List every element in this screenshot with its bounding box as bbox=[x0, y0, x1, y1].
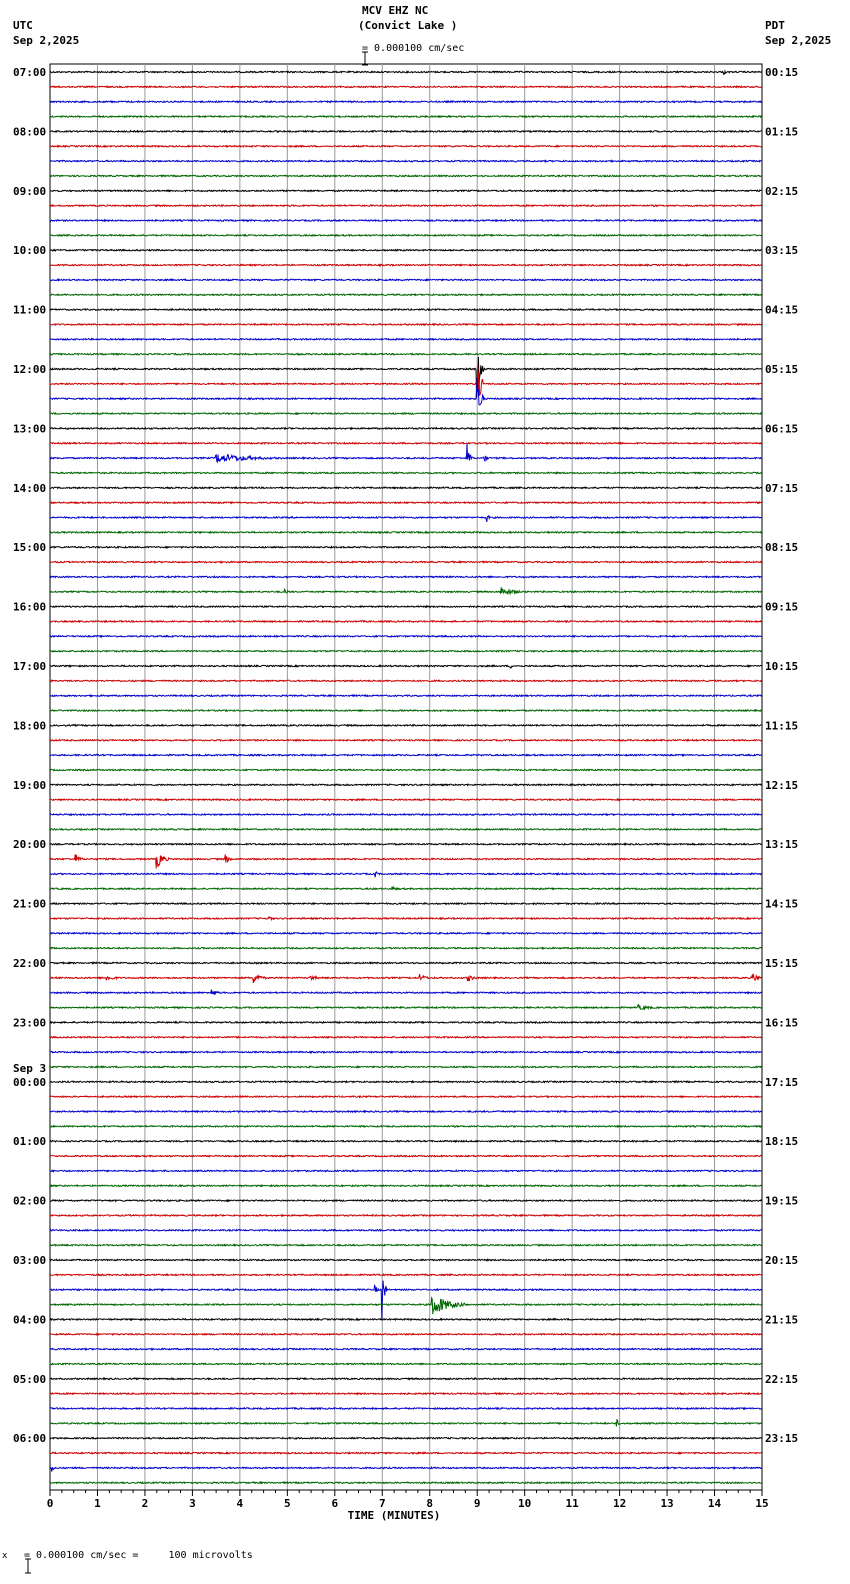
seismic-trace-row bbox=[50, 532, 762, 533]
x-tick-label: 8 bbox=[426, 1497, 434, 1510]
seismic-trace-row bbox=[50, 844, 762, 845]
utc-hour-label: 05:00 bbox=[13, 1372, 47, 1386]
seismic-trace-row bbox=[50, 1200, 762, 1201]
pdt-hour-label: 22:15 bbox=[765, 1372, 799, 1386]
seismic-trace-row bbox=[50, 428, 762, 429]
utc-hour-label: 13:00 bbox=[13, 422, 47, 436]
seismic-trace-row bbox=[50, 710, 762, 711]
pdt-hour-label: 03:15 bbox=[765, 244, 799, 258]
seismic-trace-row bbox=[50, 1482, 762, 1483]
seismic-trace-row bbox=[50, 502, 762, 503]
utc-hour-label: 12:00 bbox=[13, 363, 47, 376]
seismic-trace-row bbox=[50, 1066, 762, 1067]
seismic-trace-row bbox=[50, 309, 762, 310]
seismic-trace-row bbox=[50, 357, 762, 398]
seismic-trace-row bbox=[50, 933, 762, 934]
x-tick-label: 0 bbox=[46, 1497, 54, 1510]
seismic-trace-row bbox=[50, 695, 762, 696]
utc-hour-label: 14:00 bbox=[13, 481, 47, 495]
seismic-trace-row bbox=[50, 854, 762, 868]
pdt-hour-label: 16:15 bbox=[765, 1016, 799, 1030]
x-tick-label: 5 bbox=[284, 1497, 291, 1510]
utc-hour-label: 16:00 bbox=[13, 600, 47, 614]
seismic-trace-row bbox=[50, 487, 762, 488]
utc-hour-label: 21:00 bbox=[13, 897, 47, 911]
seismic-trace-row bbox=[50, 175, 762, 176]
seismic-trace-row bbox=[50, 71, 762, 74]
seismic-trace-row bbox=[50, 887, 762, 890]
x-tick-label: 1 bbox=[94, 1497, 101, 1510]
seismic-trace-row bbox=[50, 205, 762, 206]
pdt-hour-label: 23:15 bbox=[765, 1432, 799, 1446]
seismic-trace-row bbox=[50, 1037, 762, 1038]
seismic-trace-row bbox=[50, 1185, 762, 1186]
pdt-hour-label: 02:15 bbox=[765, 184, 799, 198]
seismic-trace-row bbox=[50, 1051, 762, 1052]
utc-hour-label: 07:00 bbox=[13, 66, 47, 79]
pdt-hour-label: 10:15 bbox=[765, 660, 799, 673]
seismic-trace-row bbox=[50, 1348, 762, 1349]
seismic-trace-row bbox=[50, 116, 762, 117]
seismic-trace-row bbox=[50, 1438, 762, 1439]
seismic-trace-row bbox=[50, 516, 762, 522]
seismic-trace-row bbox=[50, 1005, 762, 1010]
seismic-trace-row bbox=[50, 1393, 762, 1394]
right-timezone: PDT bbox=[765, 19, 785, 32]
seismic-trace-row bbox=[50, 444, 762, 462]
seismic-trace-row bbox=[50, 974, 762, 983]
seismic-trace-row bbox=[50, 754, 762, 755]
pdt-hour-label: 08:15 bbox=[765, 541, 799, 555]
seismic-trace-row bbox=[50, 799, 762, 800]
x-tick-label: 12 bbox=[612, 1497, 627, 1510]
footer-prefix: x bbox=[2, 1551, 8, 1561]
seismic-trace-row bbox=[50, 587, 762, 594]
utc-hour-label: 19:00 bbox=[13, 778, 47, 792]
x-tick-label: 15 bbox=[755, 1497, 769, 1510]
pdt-hour-label: 04:15 bbox=[765, 303, 799, 317]
seismic-trace-row bbox=[50, 190, 762, 191]
pdt-hour-label: 00:15 bbox=[765, 66, 799, 79]
seismic-trace-row bbox=[50, 86, 762, 87]
utc-hour-label: 09:00 bbox=[13, 184, 47, 198]
seismic-trace-row bbox=[50, 1126, 762, 1127]
pdt-hour-label: 11:15 bbox=[765, 719, 799, 733]
seismic-trace-row bbox=[50, 1452, 762, 1453]
scale-text: = 0.000100 cm/sec bbox=[362, 43, 465, 54]
plot-frame bbox=[50, 64, 762, 1490]
pdt-hour-label: 15:15 bbox=[765, 957, 799, 970]
x-tick-label: 10 bbox=[518, 1497, 532, 1510]
utc-hour-label: 18:00 bbox=[13, 719, 47, 733]
seismic-trace-row bbox=[50, 1245, 762, 1246]
seismic-trace-row bbox=[50, 814, 762, 815]
seismic-trace-row bbox=[50, 220, 762, 221]
utc-hour-label: 20:00 bbox=[13, 838, 47, 852]
seismic-trace-row bbox=[50, 101, 762, 102]
seismic-trace-row bbox=[50, 279, 762, 280]
seismic-trace-row bbox=[50, 1378, 762, 1379]
utc-hour-label: 03:00 bbox=[13, 1254, 47, 1267]
seismic-trace-row bbox=[50, 1096, 762, 1097]
seismic-trace-row bbox=[50, 472, 762, 473]
seismic-trace-row bbox=[50, 160, 762, 161]
x-tick-label: 7 bbox=[378, 1497, 386, 1510]
pdt-hour-label: 18:15 bbox=[765, 1135, 799, 1149]
utc-hour-label: 15:00 bbox=[13, 541, 47, 555]
seismic-trace-row bbox=[50, 413, 762, 414]
x-axis-title: TIME (MINUTES) bbox=[347, 1509, 441, 1522]
x-tick-label: 11 bbox=[565, 1497, 579, 1510]
pdt-hour-label: 06:15 bbox=[765, 422, 799, 436]
seismic-trace-row bbox=[50, 740, 762, 741]
seismic-trace-row bbox=[50, 576, 762, 577]
seismic-trace-row bbox=[50, 378, 762, 405]
seismic-trace-row bbox=[50, 948, 762, 949]
seismic-trace-row bbox=[50, 339, 762, 340]
seismic-trace-row bbox=[50, 1281, 762, 1320]
pdt-hour-label: 07:15 bbox=[765, 481, 799, 495]
seismic-trace-row bbox=[50, 1022, 762, 1023]
utc-hour-label: 04:00 bbox=[13, 1313, 47, 1327]
utc-hour-label: 02:00 bbox=[13, 1194, 47, 1208]
utc-hour-label: 08:00 bbox=[13, 125, 47, 139]
pdt-hour-label: 19:15 bbox=[765, 1194, 799, 1208]
seismic-trace-row bbox=[50, 1170, 762, 1171]
seismic-trace-row bbox=[50, 235, 762, 236]
seismic-trace-row bbox=[50, 1141, 762, 1142]
seismic-trace-row bbox=[50, 294, 762, 295]
seismic-trace-row bbox=[50, 1467, 762, 1471]
seismic-trace-row bbox=[50, 829, 762, 830]
seismic-trace-row bbox=[50, 1111, 762, 1112]
seismic-trace-row bbox=[50, 1334, 762, 1335]
seismic-trace-row bbox=[50, 1215, 762, 1216]
seismic-trace-row bbox=[50, 354, 762, 355]
seismic-trace-row bbox=[50, 665, 762, 668]
seismic-trace-row bbox=[50, 366, 762, 396]
seismic-trace-row bbox=[50, 146, 762, 147]
x-tick-label: 3 bbox=[189, 1497, 196, 1510]
utc-hour-label: 06:00 bbox=[13, 1432, 47, 1446]
seismic-trace-row bbox=[50, 606, 762, 607]
pdt-hour-label: 20:15 bbox=[765, 1254, 799, 1267]
seismic-trace-row bbox=[50, 324, 762, 325]
utc-hour-label: 00:00 bbox=[13, 1075, 47, 1089]
seismic-trace-row bbox=[50, 962, 762, 963]
station-title: MCV EHZ NC bbox=[362, 4, 429, 17]
utc-hour-label: 22:00 bbox=[13, 957, 47, 970]
seismic-trace-row bbox=[50, 636, 762, 637]
x-tick-label: 14 bbox=[707, 1497, 722, 1510]
x-tick-label: 13 bbox=[660, 1497, 674, 1510]
pdt-hour-label: 13:15 bbox=[765, 838, 799, 852]
seismic-trace-row bbox=[50, 1363, 762, 1364]
seismic-trace-row bbox=[50, 1274, 762, 1275]
seismic-trace-row bbox=[50, 1420, 762, 1427]
seismic-trace-row bbox=[50, 621, 762, 622]
x-tick-label: 4 bbox=[236, 1497, 244, 1510]
pdt-hour-label: 21:15 bbox=[765, 1313, 799, 1327]
seismic-trace-row bbox=[50, 443, 762, 444]
seismic-trace-row bbox=[50, 651, 762, 652]
seismic-trace-row bbox=[50, 1259, 762, 1260]
seismic-trace-row bbox=[50, 784, 762, 785]
date-change-label: Sep 3 bbox=[13, 1061, 47, 1075]
pdt-hour-label: 14:15 bbox=[765, 897, 799, 911]
seismic-trace-row bbox=[50, 547, 762, 548]
utc-hour-label: 01:00 bbox=[13, 1135, 47, 1149]
location-title: (Convict Lake ) bbox=[358, 19, 458, 32]
seismic-trace-row bbox=[50, 769, 762, 770]
seismic-trace-row bbox=[50, 561, 762, 562]
pdt-hour-label: 09:15 bbox=[765, 600, 799, 614]
left-timezone: UTC bbox=[13, 19, 33, 32]
utc-hour-label: 10:00 bbox=[13, 244, 47, 258]
x-tick-label: 6 bbox=[331, 1497, 339, 1510]
utc-hour-label: 17:00 bbox=[13, 660, 47, 673]
seismic-trace-row bbox=[50, 131, 762, 132]
seismic-trace-row bbox=[50, 1319, 762, 1320]
seismic-trace-row bbox=[50, 1408, 762, 1409]
seismic-trace-row bbox=[50, 903, 762, 904]
right-date: Sep 2,2025 bbox=[765, 34, 832, 47]
x-tick-label: 9 bbox=[473, 1497, 481, 1510]
pdt-hour-label: 05:15 bbox=[765, 363, 799, 376]
pdt-hour-label: 01:15 bbox=[765, 125, 799, 139]
seismic-trace-row bbox=[50, 1155, 762, 1156]
footer-scale-icon bbox=[11, 1545, 19, 1561]
footer-scale-text: = 0.000100 cm/sec = 100 microvolts bbox=[24, 1550, 253, 1561]
pdt-hour-label: 12:15 bbox=[765, 778, 799, 792]
utc-hour-label: 11:00 bbox=[13, 303, 47, 317]
seismic-trace-row bbox=[50, 264, 762, 265]
seismic-trace-row bbox=[50, 1298, 762, 1314]
left-date: Sep 2,2025 bbox=[13, 34, 80, 47]
utc-hour-label: 23:00 bbox=[13, 1016, 47, 1030]
seismic-trace-row bbox=[50, 917, 762, 920]
seismic-trace-row bbox=[50, 1081, 762, 1082]
seismic-trace-row bbox=[50, 725, 762, 726]
pdt-hour-label: 17:15 bbox=[765, 1075, 799, 1089]
seismic-trace-row bbox=[50, 680, 762, 681]
seismic-trace-row bbox=[50, 990, 762, 995]
x-tick-label: 2 bbox=[141, 1497, 149, 1510]
seismic-trace-row bbox=[50, 1230, 762, 1231]
seismic-trace-row bbox=[50, 872, 762, 877]
seismic-trace-row bbox=[50, 250, 762, 251]
